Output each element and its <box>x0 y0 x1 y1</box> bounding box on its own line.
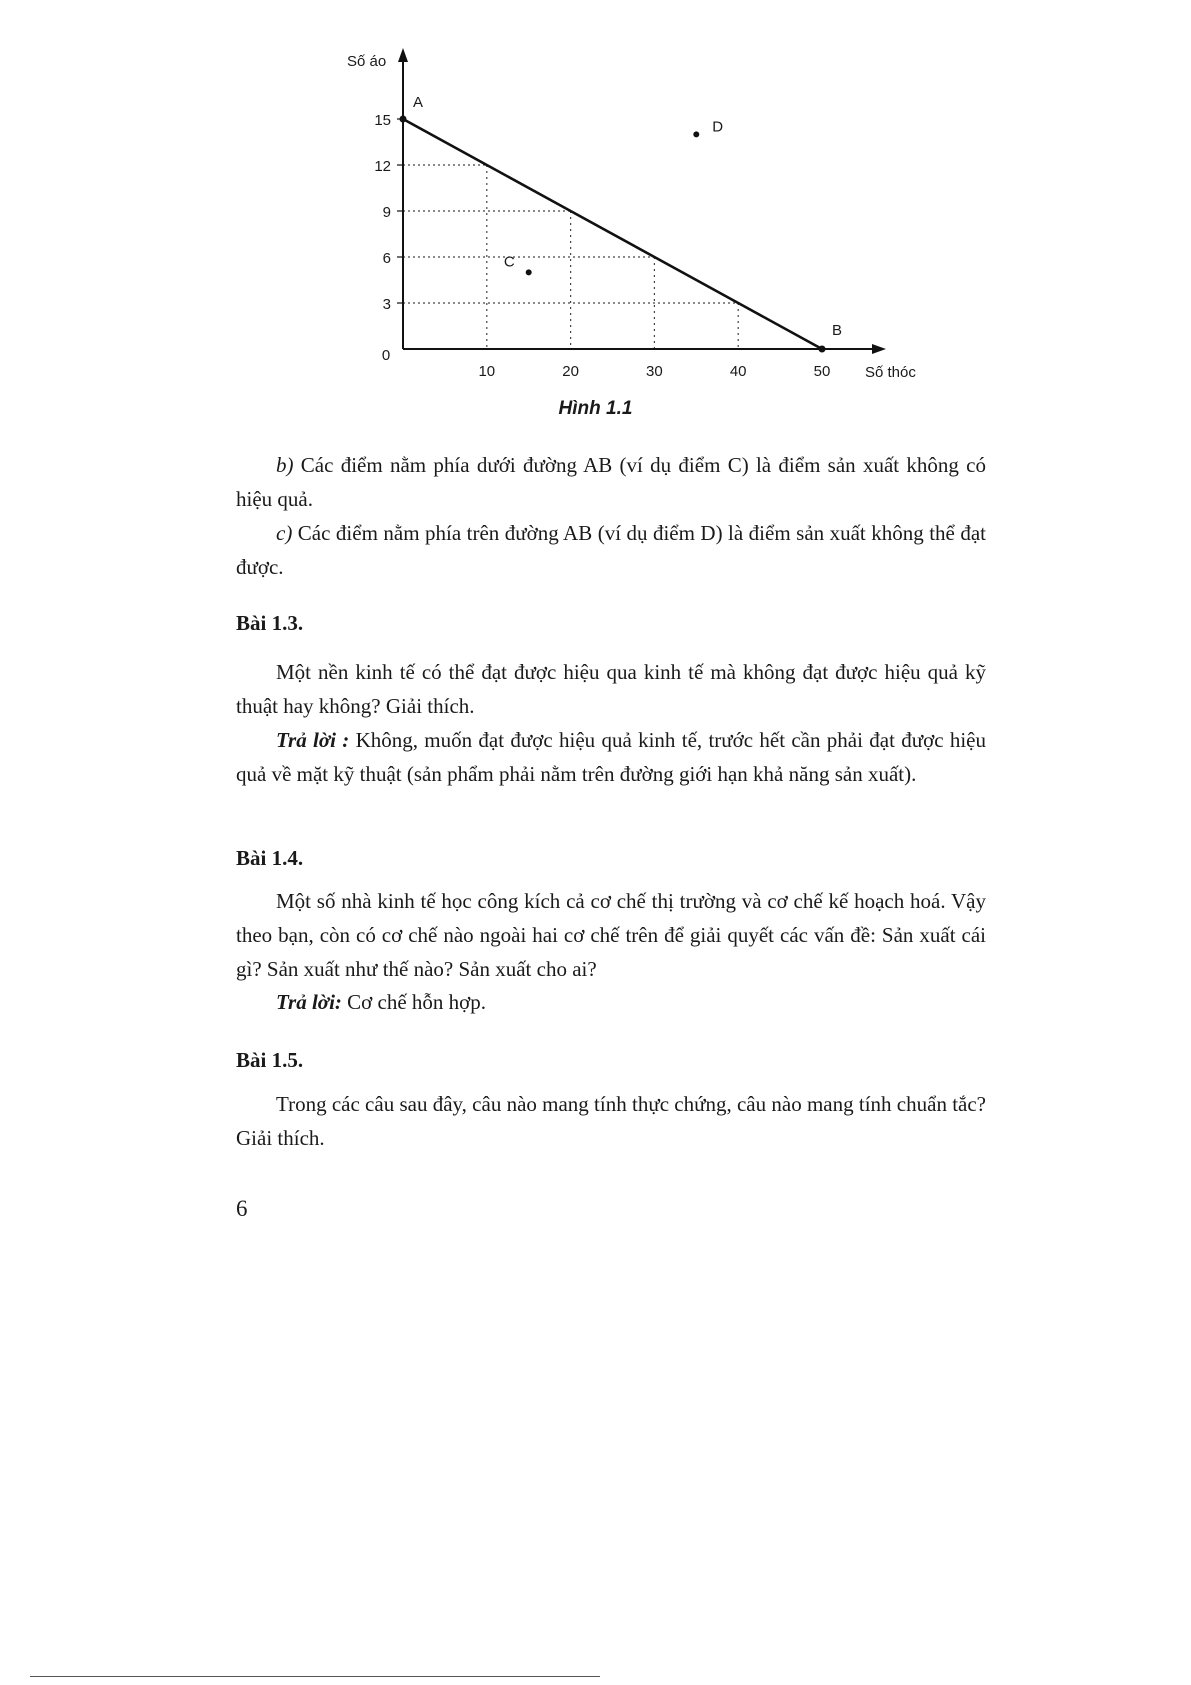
bai-1-4-answer-lead: Trả lời: <box>276 990 342 1014</box>
paragraph-b <box>236 448 986 516</box>
paragraph-c <box>236 516 986 584</box>
origin-label: 0 <box>381 347 391 364</box>
heading-bai-1-3: Bài 1.3. <box>236 611 304 635</box>
y-axis-title: Số áo <box>347 53 387 70</box>
footer-rule <box>30 1676 600 1677</box>
paragraph-c-text: Các điểm nằm phía trên đường AB (ví dụ điểm D) là điểm sản xuất không thể đạt được. <box>236 521 986 579</box>
bai-1-3-answer-lead: Trả lời : <box>276 728 350 752</box>
ppf-chart <box>0 0 1191 430</box>
x-axis-arrow <box>872 344 886 354</box>
y-tick-label: 15 <box>374 112 391 129</box>
bai-1-4-answer-text: Cơ chế hỗn hợp. <box>341 990 487 1014</box>
y-tick-label: 12 <box>374 158 391 175</box>
heading-bai-1-5: Bài 1.5. <box>236 1048 304 1072</box>
x-tick-label: 40 <box>729 363 747 380</box>
paragraph-b-text: Các điểm nằm phía dưới đường AB (ví dụ điểm C) là điểm sản xuất không có hiệu quả. <box>236 453 986 511</box>
point-a <box>400 116 407 123</box>
paragraph-b-lead: b) <box>276 453 294 477</box>
bai-1-5-question: Trong các câu sau đây, câu nào mang tính thực chứng, câu nào mang tính chuẩn tắc? Giải thích. <box>236 1092 986 1150</box>
bai-1-3-answer-text: Không, muốn đạt được hiệu quả kinh tế, trước hết cần phải đạt được hiệu quả về mặt kỹ thuật (sản phẩm phải nằm trên đường giới hạn khả năng sản xuất). <box>236 728 986 786</box>
point-c <box>526 269 532 275</box>
y-tick-label: 3 <box>382 296 391 313</box>
x-tick-label: 20 <box>562 363 579 380</box>
x-tick-label: 30 <box>646 363 663 380</box>
point-label-b: B <box>832 322 843 339</box>
x-tick-label: 50 <box>813 363 831 380</box>
point-label-c: C <box>503 253 515 271</box>
point-label-d: D <box>712 118 724 136</box>
figure-caption: Hình 1.1 <box>558 398 633 419</box>
x-axis-title: Số thóc <box>865 364 916 381</box>
bai-1-3-question: Một nền kinh tế có thể đạt được hiệu qua kinh tế mà không đạt được hiệu quả kỹ thuật hay không? Giải thích. <box>236 660 986 718</box>
paragraph-c-lead: c) <box>276 521 293 545</box>
page-number: 6 <box>236 1196 248 1221</box>
y-axis-arrow <box>398 48 408 62</box>
y-tick-label: 9 <box>382 204 391 221</box>
bai-1-4-answer <box>236 985 986 1019</box>
ppf-line-ab <box>403 119 822 349</box>
y-tick-label: 6 <box>382 250 391 267</box>
bai-1-4-question: Một số nhà kinh tế học công kích cả cơ chế thị trường và cơ chế kế hoạch hoá. Vậy theo bạn, còn có cơ chế nào ngoài hai cơ chế trên để giải quyết các vấn đề: Sản xuất cái gì? Sản xuất như thế nào? Sản xuất cho ai? <box>236 889 986 981</box>
point-label-a: A <box>413 94 424 111</box>
bai-1-3-answer <box>236 723 986 791</box>
heading-bai-1-4: Bài 1.4. <box>236 846 304 870</box>
x-tick-label: 10 <box>478 363 496 380</box>
point-d <box>693 131 699 137</box>
point-b <box>819 346 826 353</box>
